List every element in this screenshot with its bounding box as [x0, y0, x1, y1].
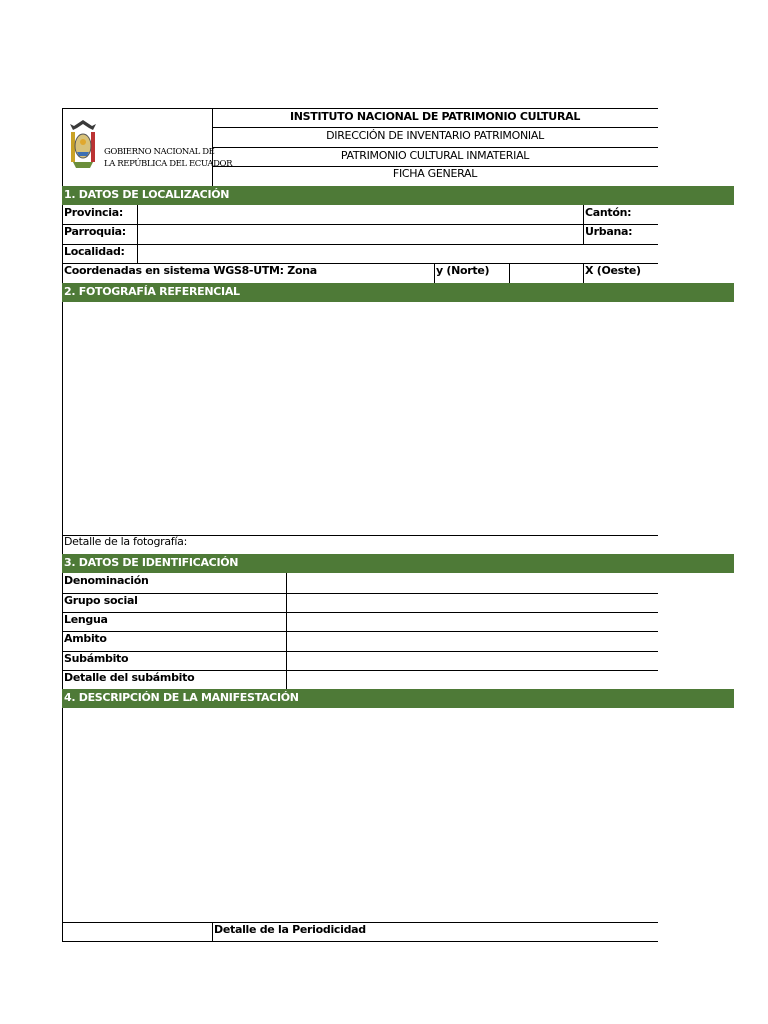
label-detalle-fotografia: Detalle de la fotografía:: [64, 535, 187, 548]
label-x-oeste: X (Oeste): [585, 264, 641, 277]
label-provincia: Provincia:: [64, 206, 123, 219]
grid-line: [62, 941, 658, 942]
grid-line: [212, 922, 213, 941]
label-detalle-subambito: Detalle del subámbito: [64, 671, 195, 684]
institution-title: INSTITUTO NACIONAL DE PATRIMONIO CULTURAL: [289, 110, 581, 123]
grid-line: [62, 108, 63, 186]
grid-line: [583, 263, 584, 283]
subtitle-inventario: DIRECCIÓN DE INVENTARIO PATRIMONIAL: [326, 129, 544, 142]
grid-line: [137, 205, 138, 263]
section-descripcion-header: 4. DESCRIPCIÓN DE LA MANIFESTACIÓN: [62, 689, 734, 708]
grid-line: [62, 302, 63, 554]
label-canton: Cantón:: [585, 206, 632, 219]
coat-of-arms-icon: [68, 118, 98, 170]
grid-line: [62, 108, 658, 109]
grid-line: [62, 224, 658, 225]
label-y-norte: y (Norte): [436, 264, 490, 277]
label-grupo-social: Grupo social: [64, 594, 138, 607]
label-detalle-periodicidad: Detalle de la Periodicidad: [214, 923, 366, 936]
grid-line: [62, 651, 658, 652]
grid-line: [583, 205, 584, 244]
ecuador-coat-of-arms-logo: [68, 118, 233, 174]
grid-line: [62, 631, 658, 632]
subtitle-ficha: FICHA GENERAL: [392, 167, 478, 180]
grid-line: [212, 147, 658, 148]
section-fotografia-header: 2. FOTOGRAFÍA REFERENCIAL: [62, 283, 734, 302]
label-urbana: Urbana:: [585, 225, 633, 238]
label-localidad: Localidad:: [64, 245, 125, 258]
label-parroquia: Parroquia:: [64, 225, 126, 238]
label-ambito: Ambito: [64, 632, 107, 645]
grid-line: [62, 612, 658, 613]
logo-text-line2: LA REPÚBLICA DEL ECUADOR: [104, 159, 233, 169]
grid-line: [434, 263, 435, 283]
grid-line: [62, 244, 658, 245]
grid-line: [62, 593, 658, 594]
grid-line: [62, 708, 63, 941]
section-identificacion-header: 3. DATOS DE IDENTIFICACIÓN: [62, 554, 734, 573]
label-coordenadas: Coordenadas en sistema WGS8-UTM: Zona: [64, 264, 317, 277]
section-localizacion-header: 1. DATOS DE LOCALIZACIÓN: [62, 186, 734, 205]
grid-line: [212, 127, 658, 128]
label-subambito: Subámbito: [64, 652, 129, 665]
label-denominacion: Denominación: [64, 574, 149, 587]
grid-line: [509, 263, 510, 283]
subtitle-inmaterial: PATRIMONIO CULTURAL INMATERIAL: [340, 149, 530, 162]
logo-text-line1: GOBIERNO NACIONAL DE: [104, 147, 215, 157]
label-lengua: Lengua: [64, 613, 108, 626]
